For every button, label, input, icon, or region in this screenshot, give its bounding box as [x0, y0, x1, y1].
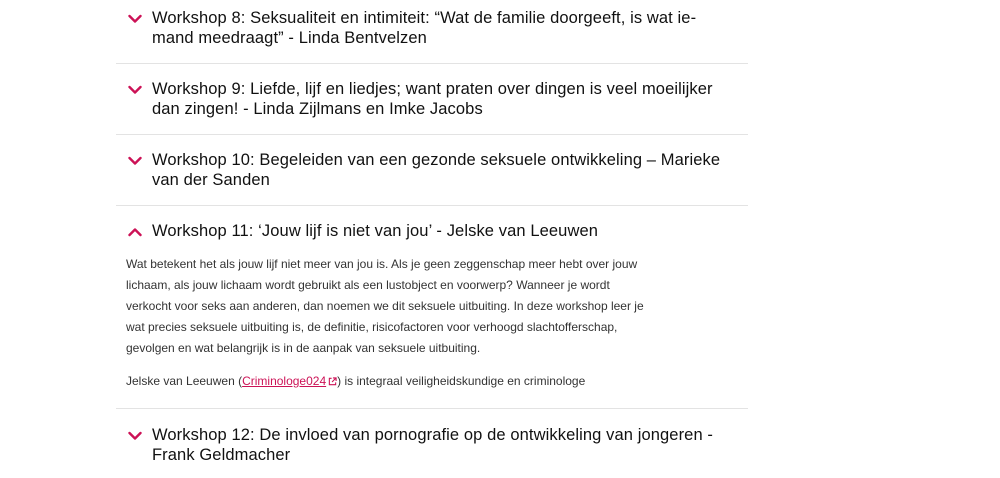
accordion-header-workshop-11[interactable]: [116, 206, 748, 244]
chevron-down-icon: [128, 12, 142, 26]
speaker-bio: [126, 371, 646, 392]
external-link-icon: [328, 372, 337, 381]
workshop-title: Workshop 12: De invloed van pornografie op de ontwikkeling van jongeren - Frank Geldmacher: [152, 426, 713, 464]
accordion-item-workshop-12: [116, 409, 748, 465]
accordion-header-workshop-8[interactable]: [116, 0, 748, 63]
accordion-header-workshop-9[interactable]: [116, 64, 748, 134]
accordion-item-workshop-10: [116, 135, 748, 206]
workshop-title: Workshop 11: ‘Jouw lijf is niet van jou’ - Jelske van Leeuwen: [152, 222, 599, 240]
chevron-up-icon: [128, 225, 142, 239]
chevron-down-icon: [128, 429, 142, 443]
bio-suffix: ) is integraal veiligheidskundige en criminologe: [337, 374, 586, 388]
accordion-header-workshop-10[interactable]: [116, 135, 748, 205]
workshop-title: Workshop 10: Begeleiden van een gezonde seksuele ontwikkeling – Marieke van der Sanden: [152, 151, 721, 189]
speaker-link[interactable]: [242, 374, 337, 388]
workshop-title: Workshop 8: Seksualiteit en intimiteit: “Wat de familie doorgeeft, is wat ie-mand meedraagt” - Linda Bentvelzen: [152, 9, 697, 47]
accordion-item-workshop-8: [116, 0, 748, 64]
accordion-item-workshop-9: [116, 64, 748, 135]
chevron-down-icon: [128, 154, 142, 168]
bio-prefix: Jelske van Leeuwen (: [126, 374, 243, 388]
workshop-description: Wat betekent het als jouw lijf niet meer van jou is. Als je geen zeggenschap meer hebt over jouw lichaam, als jouw lichaam wordt gebruikt als een lustobject en voorwerp? Wanneer je wordt verkocht voor seks aan anderen, dan noemen we dit seksuele uitbuiting. In deze workshop leer je wat precies seksuele uitbuiting is, de definitie, risicofactoren voor verhoogd slachtofferschap, gevolgen en wat belangrijk is in de aanpak van seksuele uitbuiting.: [126, 257, 644, 355]
workshop-title: Workshop 9: Liefde, lijf en liedjes; want praten over dingen is veel moeilijker dan zingen! - Linda Zijlmans en Imke Jacobs: [152, 80, 713, 118]
speaker-link-label: Criminologe024: [242, 374, 327, 388]
accordion-header-workshop-12[interactable]: [116, 409, 748, 465]
accordion-item-workshop-11: [116, 206, 748, 409]
accordion-panel-workshop-11: [116, 244, 666, 408]
chevron-down-icon: [128, 83, 142, 97]
workshop-accordion: [116, 0, 748, 465]
